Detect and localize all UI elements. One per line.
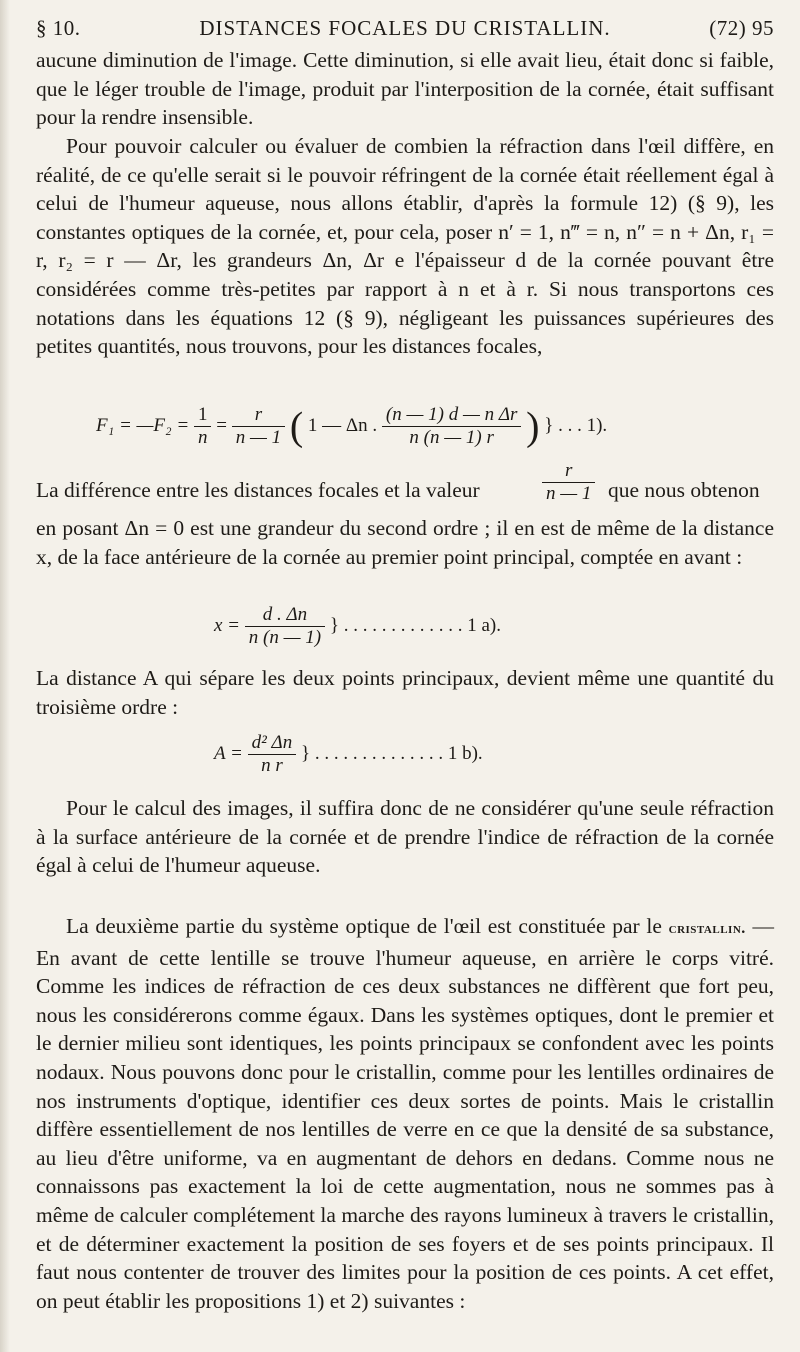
fraction-numerator: 1 — [197, 404, 208, 425]
equation-1a-lhs: x = — [214, 614, 241, 636]
equation-1a-fraction — [245, 604, 325, 649]
fraction-denominator: n — [194, 426, 212, 449]
paragraph-4 — [36, 664, 774, 721]
equation-1-fraction-a — [194, 404, 212, 449]
paragraph-3-line-1 — [36, 460, 774, 508]
equation-1-label: } . . . 1). — [544, 414, 608, 436]
fraction-numerator: d . Δn — [262, 604, 308, 625]
equation-1-middle: 1 — Δn . — [307, 414, 378, 436]
paragraph-6-text — [36, 912, 774, 1315]
equation-1-fraction-c — [382, 404, 522, 449]
paragraph-6-body: — En avant de cette lentille se trouve l'humeur aqueuse, en arrière le corps vitré. Comme les indices de réfraction de ces deux substances ne diffèrent que fort peu, nous les considérerons comme égaux. Dans les systèmes optiques, dont le premier et le dernier milieu sont identiques, les points principaux se confondent avec les points nodaux. Nous pouvons donc pour le cristallin, comme pour les lentilles ordinaires de nos instruments d'optique, identifier ces deux sortes de points. Mais le cristallin diffère essentiellement de nos lentilles de verre en ce que la densité de sa substance, au lieu d'être uniforme, va en augmentant de dehors en dedans. Comme nous ne connaissons pas exactement la loi de cette augmentation, nous ne sommes pas à même de calculer complétement la marche des rayons lumineux à travers le cristallin, et de déterminer exactement la position de ses foyers et de ses points principaux. Il faut nous contenter de trouver des limites pour la position de ces points. A cet effet, on peut établir les propositions 1) et 2) suivantes : — [36, 914, 774, 1313]
equation-1a — [214, 604, 501, 649]
fraction-numerator: (n — 1) d — n Δr — [385, 404, 518, 425]
equation-1b-label: } . . . . . . . . . . . . . . 1 b). — [300, 742, 483, 764]
page-number: (72) 95 — [709, 16, 774, 40]
fraction-numerator: r — [565, 460, 573, 481]
paragraph-4-text: La distance A qui sépare les deux points principaux, devient même une quantité du troisième ordre : — [36, 666, 774, 719]
running-header — [36, 16, 774, 44]
paragraph-1-text: aucune diminution de l'image. Cette diminution, si elle avait lieu, était donc si faible, que le léger trouble de l'image, produit par l'interposition de la cornée, était suffisant pour la rendre insensible. — [36, 48, 774, 130]
section-number: § 10. — [36, 16, 81, 40]
equation-1a-label: } . . . . . . . . . . . . . 1 a). — [329, 614, 501, 636]
term-cristallin: cristallin. — [668, 920, 746, 937]
close-paren: ) — [526, 403, 540, 449]
fraction-denominator: n — 1 — [232, 426, 285, 449]
paragraph-3-continuation: que nous obtenon — [608, 478, 760, 502]
equation-1: F₁ = —F₂ = $\frac{1}{n}$ = $\frac{r}{n — 1}$ ( 1 — Δn . $\frac{\text{(n — 1) d — n Δr}}{n (n — 1) r}$ ) } . . . 1). — [96, 403, 608, 449]
equation-1b-lhs: A = — [214, 742, 243, 764]
paragraph-3-start: La différence entre les distances focales et la valeur — [36, 478, 480, 502]
paragraph-2-text: Pour pouvoir calculer ou évaluer de combien la réfraction dans l'œil diffère, en réalité, de ce qu'elle serait si le pouvoir réfringent de la cornée était réellement égal à celui de l'humeur aqueuse, nous allons établir, d'après la formule 12) (§ 9), les constantes optiques de la cornée, et, pour cela, poser n′ = 1, n‴ = n, n″ = n + Δn, r₁ = r, r₂ = r — Δr, les grandeurs Δn, Δr e l'épaisseur d de la cornée pouvant être considérées comme très-petites par rapport à n et à r. Si nous transportons ces notations dans les équations 12 (§ 9), négligeant les puissances supérieures des petites quantités, nous trouvons, pour les distances focales, — [36, 134, 774, 359]
paragraph-6 — [36, 912, 774, 1315]
paragraph-2 — [36, 132, 774, 361]
fraction-denominator: n — 1 — [542, 482, 595, 505]
paragraph-6-start: La deuxième partie du système optique de l'œil est constituée par le — [66, 914, 662, 938]
fraction-numerator: d² Δn — [251, 732, 293, 753]
running-title: DISTANCES FOCALES DU CRISTALLIN. — [199, 16, 611, 40]
paragraph-5-text: Pour le calcul des images, il suffira donc de ne considérer qu'une seule réfraction à la surface antérieure de la cornée et de prendre l'indice de réfraction de la cornée égal à celui de l'humeur aqueuse. — [36, 796, 774, 878]
paragraph-1 — [36, 46, 774, 132]
inline-fraction — [542, 460, 595, 505]
equation-1b — [214, 732, 483, 777]
page-gutter-shadow — [0, 0, 10, 1352]
equation-1-lhs: F₁ = —F₂ = — [96, 414, 190, 436]
fraction-denominator: n r — [248, 754, 297, 777]
fraction-numerator: r — [254, 404, 263, 425]
paragraph-5 — [36, 794, 774, 880]
fraction-denominator: n (n — 1) r — [382, 426, 522, 449]
paragraph-3 — [36, 460, 774, 571]
equation-1b-fraction — [248, 732, 297, 777]
equation-1-fraction-b — [232, 404, 285, 449]
fraction-denominator: n (n — 1) — [245, 626, 325, 649]
paragraph-3-text: en posant Δn = 0 est une grandeur du second ordre ; il en est de même de la distance x, de la face antérieure de la cornée au premier point principal, comptée en avant : — [36, 516, 774, 569]
open-paren: ( — [289, 403, 304, 449]
